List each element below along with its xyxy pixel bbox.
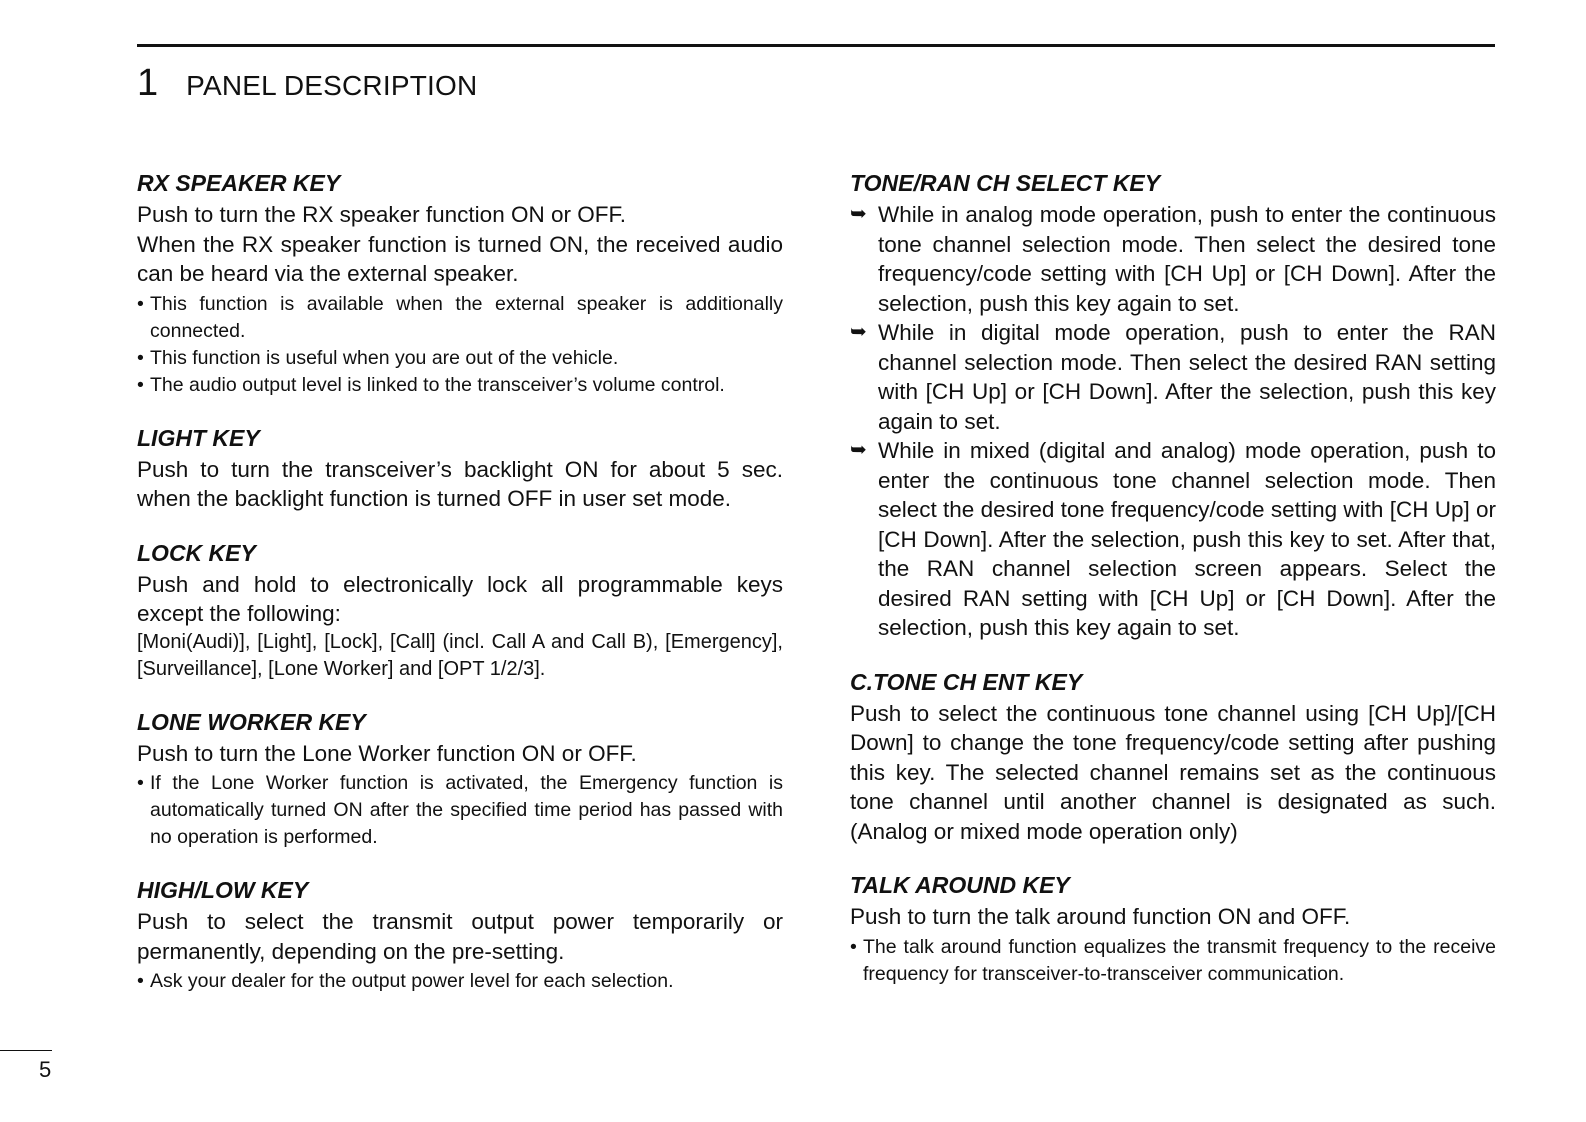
paragraph: Push to turn the transceiver’s backlight ON for about 5 sec. when the backlight function is turned OFF in user set mode. — [137, 456, 783, 511]
bullet-text: Ask your dealer for the output power level for each selection. — [150, 970, 674, 992]
bullet-dot-icon: • — [137, 373, 144, 396]
bullet-dot-icon: • — [137, 346, 144, 369]
chapter-title: PANEL DESCRIPTION — [186, 70, 478, 101]
left-column — [137, 168, 783, 1019]
bullet-text: This function is available when the external speaker is additionally connected. — [150, 292, 783, 342]
bullet-item — [137, 372, 783, 399]
bullet-dot-icon: • — [850, 935, 857, 958]
arrow-bullet-icon: ➥ — [850, 321, 867, 343]
section-lone-worker-key — [137, 707, 783, 852]
section-rx-speaker-key — [137, 168, 783, 399]
right-column — [850, 168, 1496, 1012]
bullet-item — [137, 291, 783, 345]
section-heading: LIGHT KEY — [137, 424, 260, 451]
footer-rule — [0, 1050, 52, 1051]
bullet-list — [137, 291, 783, 399]
bullet-text: If the Lone Worker function is activated, the Emergency function is automatically turned ON after the specified time period has passed with no operation is performed. — [150, 772, 783, 848]
paragraph: Push to turn the Lone Worker function ON or OFF. — [137, 740, 637, 766]
section-heading: RX SPEAKER KEY — [137, 170, 341, 196]
section-c-tone-ch-ent-key — [850, 667, 1496, 847]
section-light-key — [137, 423, 783, 514]
page-number: 5 — [39, 1057, 52, 1082]
paragraph: Push to turn the talk around function ON and OFF. — [850, 904, 1351, 929]
section-talk-around-key — [850, 870, 1496, 988]
paragraph: When the RX speaker function is turned ON, the received audio can be heard via the external speaker. — [137, 231, 783, 286]
paragraph: Push to select the transmit output power temporarily or permanently, depending on the pre-setting. — [137, 909, 783, 964]
section-heading: LOCK KEY — [137, 539, 256, 566]
chapter-number: 1 — [137, 62, 159, 104]
arrow-item-text: While in mixed (digital and analog) mode operation, push to enter the continuous tone channel selection mode. Then select the desired tone frequency/code setting with [CH Up] or [CH Down]. After the selection, push this key to set. After that, the RAN channel selection screen appears. Select the desired RAN setting with [CH Up] or [CH Down]. After the selection, push this key again to set. — [878, 438, 1496, 640]
arrow-item-text: While in digital mode operation, push to enter the RAN channel selection mode. Then select the desired RAN setting with [CH Up] or [CH Down]. After the selection, push this key again to set. — [878, 320, 1496, 434]
section-heading: TONE/RAN CH SELECT KEY — [850, 170, 1161, 196]
bullet-dot-icon: • — [137, 970, 144, 992]
section-heading: TALK AROUND KEY — [850, 872, 1070, 898]
bullet-item — [137, 345, 783, 372]
bullet-text: The talk around function equalizes the transmit frequency to the receive frequency for transceiver-to-transceiver communication. — [863, 935, 1496, 985]
paragraph: Push to turn the RX speaker function ON or OFF. — [137, 202, 626, 227]
arrow-item — [850, 436, 1496, 643]
bullet-item — [850, 934, 1496, 988]
bullet-list — [137, 968, 783, 995]
bullet-dot-icon: • — [137, 292, 144, 315]
chapter-header — [137, 62, 477, 105]
arrow-bullet-icon: ➥ — [850, 439, 867, 461]
bullet-list — [850, 934, 1496, 988]
paragraph: Push to select the continuous tone channel using [CH Up]/[CH Down] to change the tone frequency/code setting after pushing this key. The selected channel remains set as the continuous tone channel until another channel is designated as such. (Analog or mixed mode operation only) — [850, 700, 1496, 844]
section-heading: C.TONE CH ENT KEY — [850, 668, 1083, 695]
key-list-paragraph: [Moni(Audi)], [Light], [Lock], [Call] (incl. Call A and Call B), [Emergency], [Surveillance], [Lone Worker] and [OPT 1/2/3]. — [137, 630, 783, 680]
section-high-low-key — [137, 875, 783, 995]
bullet-list — [137, 770, 783, 851]
bullet-item — [137, 968, 783, 995]
bullet-text: This function is useful when you are out of the vehicle. — [150, 346, 619, 369]
top-rule — [137, 44, 1495, 47]
bullet-text: The audio output level is linked to the transceiver’s volume control. — [150, 373, 725, 396]
arrow-item — [850, 318, 1496, 436]
section-lock-key — [137, 538, 783, 683]
section-heading: LONE WORKER KEY — [137, 708, 366, 735]
bullet-item — [137, 770, 783, 851]
arrow-bullet-icon: ➥ — [850, 203, 867, 225]
arrow-item-text: While in analog mode operation, push to enter the continuous tone channel selection mode. Then select the desired tone frequency/code setting with [CH Up] or [CH Down]. After the selection, push this key again to set. — [878, 202, 1496, 316]
paragraph: Push and hold to electronically lock all programmable keys except the following: — [137, 571, 783, 626]
section-heading: HIGH/LOW KEY — [137, 877, 309, 903]
bullet-dot-icon: • — [137, 772, 144, 794]
section-tone-ran-ch-select-key — [850, 168, 1496, 643]
arrow-item — [850, 200, 1496, 318]
